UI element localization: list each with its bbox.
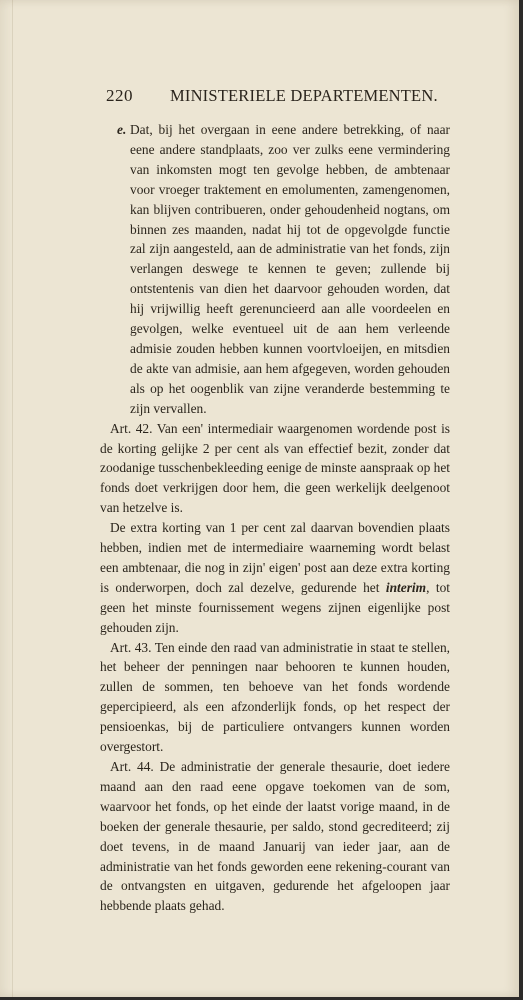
article-43: Art. 43. Ten einde den raad van administratie in staat te stellen, het beheer der penningen naar behooren te kunnen houden, zullen de sommen, ten behoeve van het fonds wordende gepercipieerd, als een afzonderlijk fonds, op het respect der pensioenkas, bij de particuliere ontvangers kunnen worden overgestort. [100,639,450,755]
clause-e-text: Dat, bij het overgaan in eene andere betrekking, of naar eene andere standplaats, zoo ver zulks eene vermindering van inkomsten mogt ten gevolge hebben, de ambtenaar voor vroeger traktement en emolumenten, zamengenomen, kan blijven contribueren, onder gehoudenheid nogtans, om binnen zes maanden, nadat hij tot de opgevolgde functie zal zijn aangesteld, aan de administratie van het fonds, zijn verlangen deswege te kennen te geven; zullende bij ontstentenis van dien het daarvoor gehouden worden, dat hij vrijwillig heeft gerenuncieerd aan alle voordeelen en gevolgen, welke eventueel uit de aan hem verleende admisie zouden hebben kunnen voortvloeijen, en mitsdien de akte van admisie, aan hem afgegeven, worden gehouden als op het oogenblik van zijne veranderde bestemming te zijn vervallen. [130,122,450,416]
article-42: Art. 42. Van een' intermediair waargenomen wordende post is de korting gelijke 2 per cent als van effectief bezit, zonder dat zoodanige tusschenbekleeding eenige de minste aanspraak op het fonds doet verkrijgen door hem, die geen werkelijk deelgenoot van hetzelve is. [100,420,450,516]
article-42-continuation [100,518,450,637]
interim-term: interim [385,579,427,595]
page-fold-line [12,0,13,997]
art42-cont-text-after: , tot geen het minste fournissement wegens zijnen eigenlijke post gehouden zijn. [100,579,450,635]
running-title: MINISTERIELE DEPARTEMENTEN. [170,86,438,105]
page-header [106,86,449,108]
body-text [100,120,450,916]
article-44: Art. 44. De administratie der generale thesaurie, doet iedere maand aan den raad eene opgave toekomen van de som, waarvoor het fonds, op het einde der laatst vorige maand, in de boeken der generale thesaurie, per saldo, stond gecrediteerd; zij doet tevens, in de maand Januarij van ieder jaar, aan de administratie van het fonds geworden eene rekening-courant van de ontvangsten en uitgaven, gedurende het afgeloopen jaar hebbende plaats gehad. [100,759,450,914]
art42-cont-text-before: De extra korting van 1 per cent zal daarvan bovendien plaats hebben, indien met de intermediaire waarneming wordt belast een ambtenaar, die nog in zijn' eigen' post aan deze extra korting is onderworpen, doch zal dezelve, gedurende het [100,520,450,595]
clause-marker: e. [117,122,127,137]
clause-e [108,120,450,419]
page-number: 220 [106,86,133,105]
